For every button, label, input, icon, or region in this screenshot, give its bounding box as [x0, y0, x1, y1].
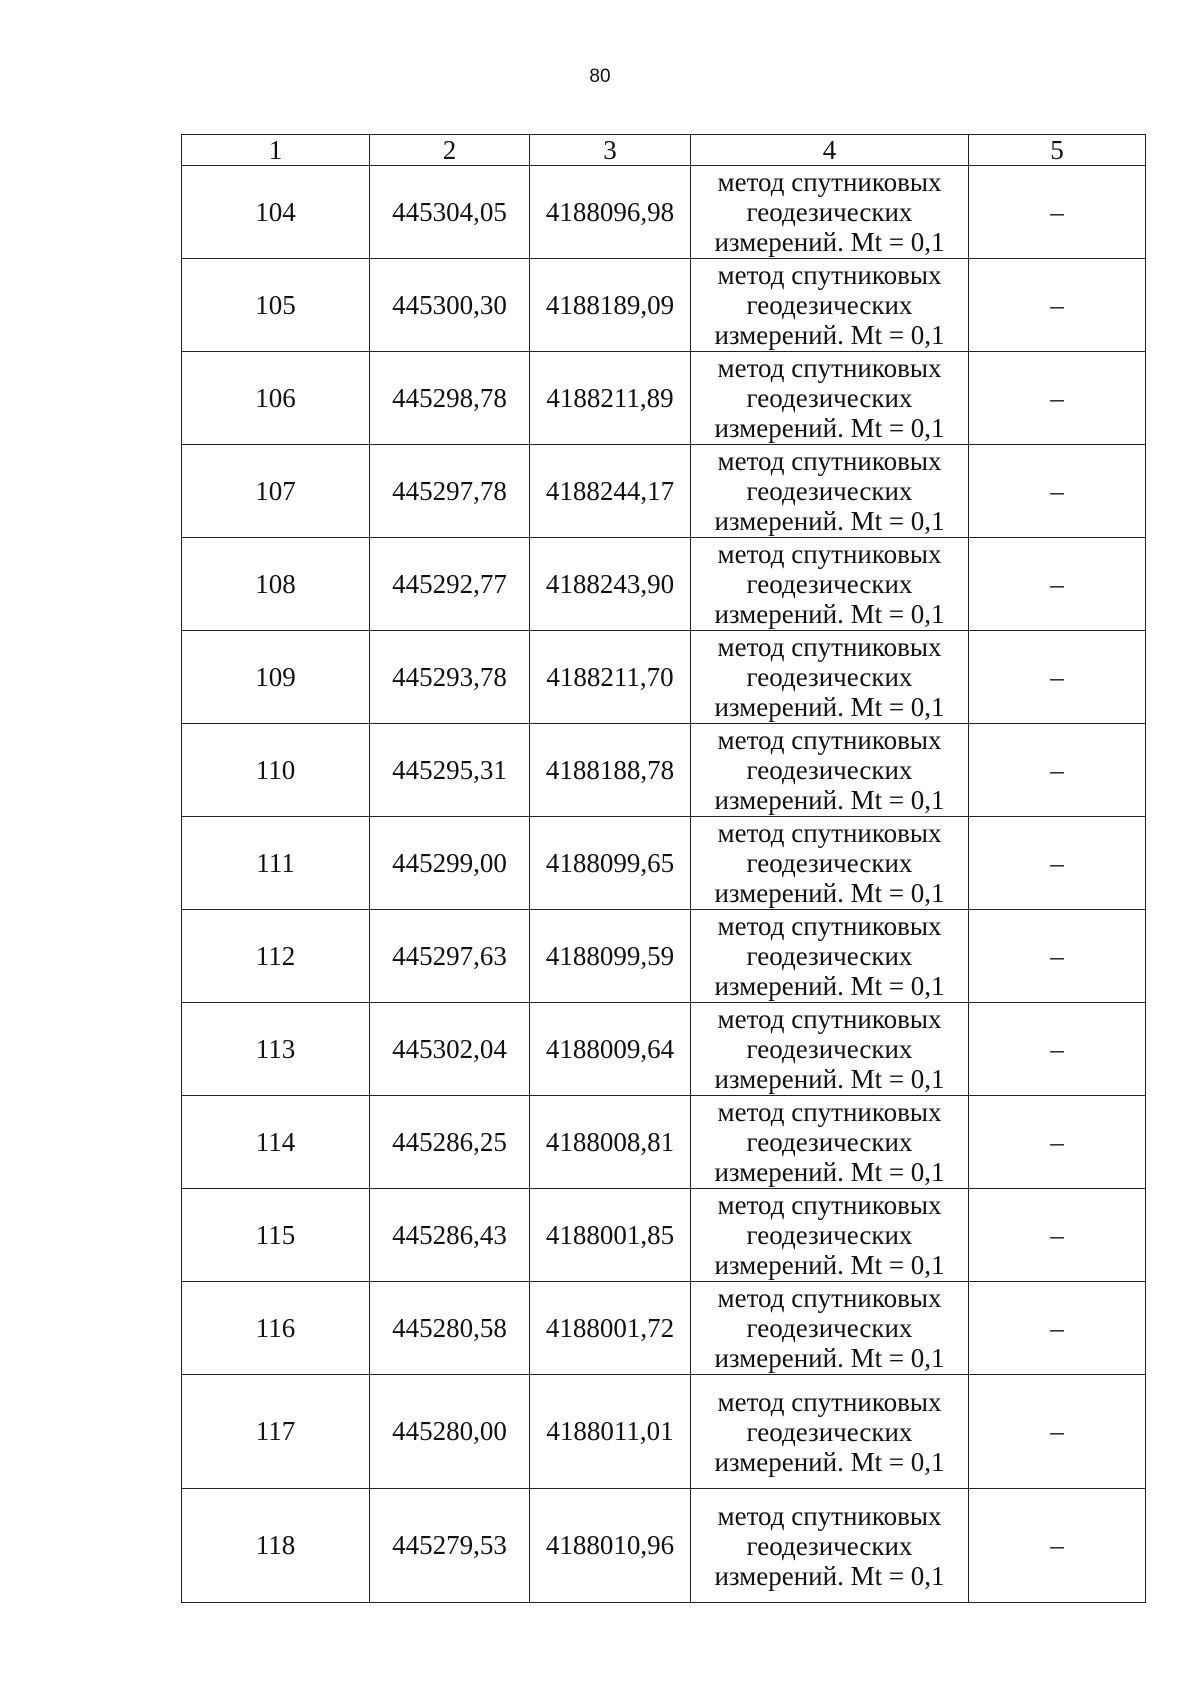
column-5-value: –	[969, 1003, 1146, 1096]
method-text-line1: метод спутниковых	[717, 818, 942, 848]
coordinate-x: 445297,78	[370, 445, 530, 538]
method-text-line3: измерений. Mt = 0,1	[714, 785, 945, 815]
table-row	[182, 1282, 1146, 1375]
method-cell	[691, 259, 969, 352]
method-text-line1: метод спутниковых	[717, 725, 942, 755]
column-5-value: –	[969, 724, 1146, 817]
column-5-value: –	[969, 1189, 1146, 1282]
method-text-line2: геодезических	[746, 941, 913, 971]
coordinate-x: 445295,31	[370, 724, 530, 817]
table-row	[182, 538, 1146, 631]
header-col-2: 2	[370, 135, 530, 166]
method-text-line2: геодезических	[746, 848, 913, 878]
method-text-line3: измерений. Mt = 0,1	[714, 506, 945, 536]
method-text-line1: метод спутниковых	[717, 1004, 942, 1034]
column-5-value: –	[969, 1282, 1146, 1375]
point-number: 105	[182, 259, 370, 352]
coordinate-y: 4188189,09	[530, 259, 691, 352]
column-5-value: –	[969, 445, 1146, 538]
method-text-line3: измерений. Mt = 0,1	[714, 1157, 945, 1187]
method-cell	[691, 817, 969, 910]
coordinate-x: 445300,30	[370, 259, 530, 352]
method-text-line2: геодезических	[746, 755, 913, 785]
coordinate-y: 4188211,89	[530, 352, 691, 445]
coordinate-y: 4188008,81	[530, 1096, 691, 1189]
table-row	[182, 1375, 1146, 1489]
method-text-line3: измерений. Mt = 0,1	[714, 1064, 945, 1094]
method-cell	[691, 1189, 969, 1282]
header-col-5: 5	[969, 135, 1146, 166]
method-text-line1: метод спутниковых	[717, 353, 942, 383]
column-5-value: –	[969, 1375, 1146, 1489]
header-row	[182, 135, 1146, 166]
point-number: 111	[182, 817, 370, 910]
coordinate-x: 445297,63	[370, 910, 530, 1003]
coordinate-y: 4188009,64	[530, 1003, 691, 1096]
method-cell	[691, 724, 969, 817]
point-number: 115	[182, 1189, 370, 1282]
method-text-line3: измерений. Mt = 0,1	[714, 692, 945, 722]
method-cell	[691, 910, 969, 1003]
coordinate-x: 445280,58	[370, 1282, 530, 1375]
method-text-line1: метод спутниковых	[717, 260, 942, 290]
method-text-line1: метод спутниковых	[717, 167, 942, 197]
column-5-value: –	[969, 910, 1146, 1003]
table-row	[182, 724, 1146, 817]
method-cell	[691, 1489, 969, 1603]
coordinate-x: 445279,53	[370, 1489, 530, 1603]
coordinate-x: 445299,00	[370, 817, 530, 910]
column-5-value: –	[969, 1489, 1146, 1603]
method-text-line3: измерений. Mt = 0,1	[714, 599, 945, 629]
method-text-line3: измерений. Mt = 0,1	[714, 1250, 945, 1280]
method-text-line1: метод спутниковых	[717, 911, 942, 941]
point-number: 113	[182, 1003, 370, 1096]
point-number: 106	[182, 352, 370, 445]
table-row	[182, 1003, 1146, 1096]
method-text-line1: метод спутниковых	[717, 1190, 942, 1220]
coordinate-x: 445304,05	[370, 166, 530, 259]
table-row	[182, 1489, 1146, 1603]
point-number: 114	[182, 1096, 370, 1189]
method-text-line1: метод спутниковых	[717, 1386, 942, 1417]
table-row	[182, 259, 1146, 352]
table-row	[182, 1096, 1146, 1189]
header-col-4: 4	[691, 135, 969, 166]
method-text-line2: геодезических	[746, 662, 913, 692]
method-text-line2: геодезических	[746, 290, 913, 320]
method-text-line1: метод спутниковых	[717, 1500, 942, 1531]
method-text-line2: геодезических	[746, 1416, 913, 1447]
method-text-line2: геодезических	[746, 197, 913, 227]
point-number: 104	[182, 166, 370, 259]
method-cell	[691, 538, 969, 631]
method-text-line1: метод спутниковых	[717, 632, 942, 662]
method-text-line1: метод спутниковых	[717, 446, 942, 476]
column-5-value: –	[969, 1096, 1146, 1189]
coordinate-x: 445298,78	[370, 352, 530, 445]
method-text-line3: измерений. Mt = 0,1	[714, 413, 945, 443]
coordinate-y: 4188001,72	[530, 1282, 691, 1375]
method-text-line3: измерений. Mt = 0,1	[714, 1446, 945, 1477]
method-text-line2: геодезических	[746, 1127, 913, 1157]
method-cell	[691, 1096, 969, 1189]
column-5-value: –	[969, 259, 1146, 352]
coordinate-y: 4188188,78	[530, 724, 691, 817]
column-5-value: –	[969, 631, 1146, 724]
coordinate-y: 4188001,85	[530, 1189, 691, 1282]
table-row	[182, 910, 1146, 1003]
table-body	[182, 166, 1146, 1603]
coordinate-y: 4188243,90	[530, 538, 691, 631]
page-number: 80	[589, 66, 611, 87]
point-number: 109	[182, 631, 370, 724]
coordinate-y: 4188244,17	[530, 445, 691, 538]
coordinate-x: 445292,77	[370, 538, 530, 631]
method-text-line3: измерений. Mt = 0,1	[714, 227, 945, 257]
point-number: 108	[182, 538, 370, 631]
method-cell	[691, 1375, 969, 1489]
column-5-value: –	[969, 166, 1146, 259]
coordinate-y: 4188211,70	[530, 631, 691, 724]
coordinate-y: 4188096,98	[530, 166, 691, 259]
table-header	[182, 135, 1146, 166]
method-text-line3: измерений. Mt = 0,1	[714, 971, 945, 1001]
header-col-3: 3	[530, 135, 691, 166]
coordinates-table	[181, 134, 1146, 1603]
coordinate-y: 4188099,59	[530, 910, 691, 1003]
coordinate-x: 445286,25	[370, 1096, 530, 1189]
point-number: 110	[182, 724, 370, 817]
table-row	[182, 817, 1146, 910]
table-row	[182, 445, 1146, 538]
method-text-line2: геодезических	[746, 1220, 913, 1250]
column-5-value: –	[969, 817, 1146, 910]
point-number: 118	[182, 1489, 370, 1603]
point-number: 107	[182, 445, 370, 538]
point-number: 116	[182, 1282, 370, 1375]
column-5-value: –	[969, 538, 1146, 631]
coordinate-x: 445286,43	[370, 1189, 530, 1282]
column-5-value: –	[969, 352, 1146, 445]
method-text-line3: измерений. Mt = 0,1	[714, 878, 945, 908]
method-text-line2: геодезических	[746, 1034, 913, 1064]
method-text-line1: метод спутниковых	[717, 1097, 942, 1127]
point-number: 112	[182, 910, 370, 1003]
header-col-1: 1	[182, 135, 370, 166]
method-text-line1: метод спутниковых	[717, 1283, 942, 1313]
table-row	[182, 1189, 1146, 1282]
coordinate-y: 4188099,65	[530, 817, 691, 910]
coordinate-x: 445293,78	[370, 631, 530, 724]
method-text-line2: геодезических	[746, 569, 913, 599]
method-cell	[691, 445, 969, 538]
point-number: 117	[182, 1375, 370, 1489]
table-row	[182, 631, 1146, 724]
coordinate-y: 4188010,96	[530, 1489, 691, 1603]
method-text-line1: метод спутниковых	[717, 539, 942, 569]
coordinate-x: 445280,00	[370, 1375, 530, 1489]
method-text-line2: геодезических	[746, 1313, 913, 1343]
method-cell	[691, 1003, 969, 1096]
method-text-line3: измерений. Mt = 0,1	[714, 1343, 945, 1373]
method-cell	[691, 166, 969, 259]
coordinate-y: 4188011,01	[530, 1375, 691, 1489]
method-text-line3: измерений. Mt = 0,1	[714, 1560, 945, 1591]
coordinate-x: 445302,04	[370, 1003, 530, 1096]
method-text-line2: геодезических	[746, 1530, 913, 1561]
method-text-line2: геодезических	[746, 383, 913, 413]
method-cell	[691, 631, 969, 724]
table-row	[182, 352, 1146, 445]
method-cell	[691, 352, 969, 445]
method-cell	[691, 1282, 969, 1375]
table-row	[182, 166, 1146, 259]
method-text-line3: измерений. Mt = 0,1	[714, 320, 945, 350]
method-text-line2: геодезических	[746, 476, 913, 506]
